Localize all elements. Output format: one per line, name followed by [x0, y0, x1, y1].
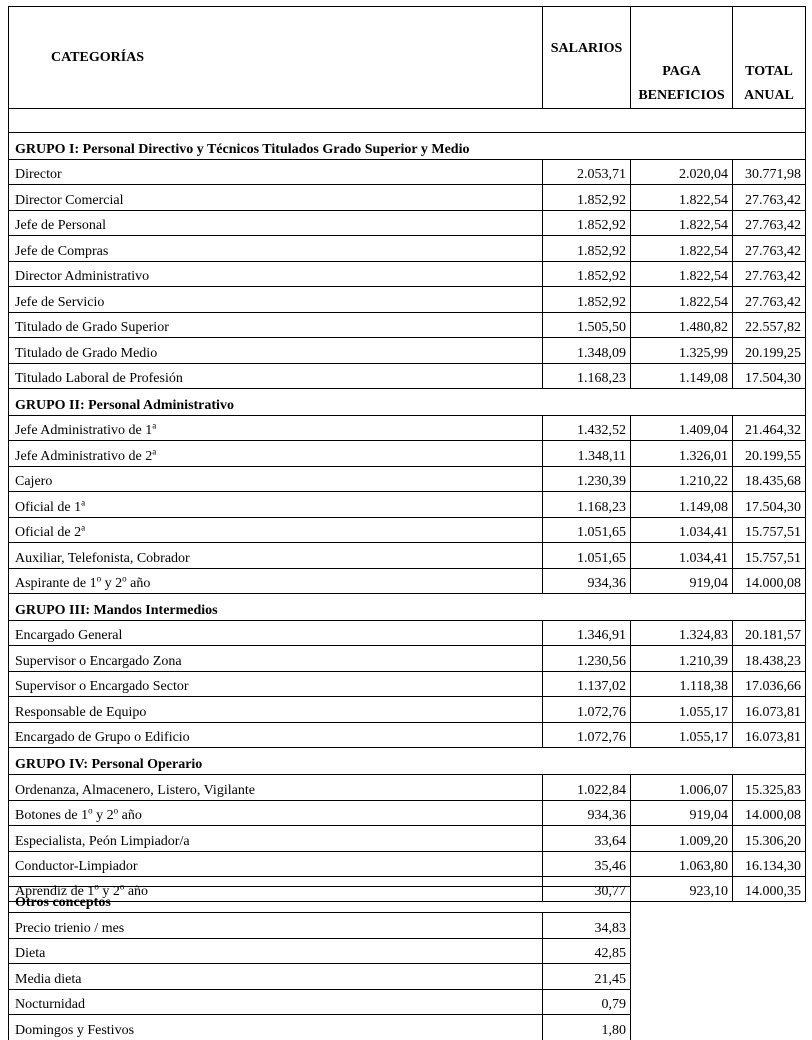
category-cell: Encargado General [9, 621, 543, 646]
paga-beneficios-cell: 1.822,54 [631, 185, 733, 210]
table-row [9, 312, 806, 337]
table-row [9, 236, 806, 261]
table-row [9, 826, 806, 851]
table-row [9, 466, 806, 491]
category-cell: Oficial de 1$^a$ [9, 492, 543, 517]
ordinal-indicator: a [81, 497, 86, 508]
paga-beneficios-cell: 1.006,07 [631, 775, 733, 800]
category-cell: Oficial de 2$^a$ [9, 517, 543, 542]
table-row [9, 441, 806, 466]
concept-name-cell: Precio trienio / mes [9, 913, 543, 939]
total-anual-cell: 15.325,83 [733, 775, 806, 800]
total-anual-cell: 20.181,57 [733, 621, 806, 646]
table-header-row [9, 7, 806, 109]
category-cell: Titulado de Grado Superior [9, 312, 543, 337]
concept-value-cell: 1,80 [543, 1015, 631, 1040]
salarios-cell: 2.053,71 [543, 160, 631, 185]
header-salarios: SALARIOS [543, 7, 631, 109]
table-row [9, 287, 806, 312]
salarios-cell: 1.022,84 [543, 775, 631, 800]
paga-beneficios-cell: 1.055,17 [631, 722, 733, 747]
total-anual-cell: 16.073,81 [733, 722, 806, 747]
blank-cell [9, 109, 806, 133]
salarios-cell: 1.051,65 [543, 517, 631, 542]
header-paga-beneficios [631, 7, 733, 109]
concept-name-cell: Nocturnidad [9, 989, 543, 1015]
header-paga-line1: PAGA [662, 64, 701, 79]
paga-beneficios-cell: 2.020,04 [631, 160, 733, 185]
ordinal-indicator: a [152, 446, 157, 457]
paga-beneficios-cell: 1.822,54 [631, 210, 733, 235]
paga-beneficios-cell: 1.034,41 [631, 517, 733, 542]
header-paga-line2: BENEFICIOS [638, 88, 725, 103]
total-anual-cell: 16.134,30 [733, 851, 806, 876]
group-title: GRUPO I: Personal Directivo y Técnicos Titulados Grado Superior y Medio [9, 133, 806, 160]
total-anual-cell: 20.199,55 [733, 441, 806, 466]
salarios-cell: 934,36 [543, 568, 631, 593]
category-cell: Director [9, 160, 543, 185]
paga-beneficios-cell: 1.034,41 [631, 543, 733, 568]
table-row [9, 492, 806, 517]
total-anual-cell: 16.073,81 [733, 697, 806, 722]
salary-table [8, 6, 806, 902]
table-row [9, 261, 806, 286]
table-row [9, 210, 806, 235]
ordinal-indicator: a [81, 522, 86, 533]
other-concept-row [9, 964, 631, 990]
concept-value-cell: 42,85 [543, 938, 631, 964]
blank-row [9, 109, 806, 133]
paga-beneficios-cell: 1.822,54 [631, 287, 733, 312]
category-cell: Titulado de Grado Medio [9, 338, 543, 363]
salarios-cell: 1.852,92 [543, 236, 631, 261]
table-row [9, 697, 806, 722]
salarios-cell: 934,36 [543, 800, 631, 825]
total-anual-cell: 27.763,42 [733, 185, 806, 210]
salarios-cell: 35,46 [543, 851, 631, 876]
other-concepts-title: Otros conceptos [9, 887, 631, 913]
ordinal-indicator: o [96, 573, 102, 584]
group-header-row [9, 748, 806, 775]
paga-beneficios-cell: 1.324,83 [631, 621, 733, 646]
total-anual-cell: 14.000,08 [733, 800, 806, 825]
total-anual-cell: 18.435,68 [733, 466, 806, 491]
salarios-cell: 1.432,52 [543, 415, 631, 440]
total-anual-cell: 15.757,51 [733, 543, 806, 568]
total-anual-cell: 20.199,25 [733, 338, 806, 363]
category-cell: Director Administrativo [9, 261, 543, 286]
header-total-line2: ANUAL [744, 88, 794, 103]
paga-beneficios-cell: 1.149,08 [631, 492, 733, 517]
salarios-cell: 1.346,91 [543, 621, 631, 646]
paga-beneficios-cell: 1.822,54 [631, 261, 733, 286]
group-header-row [9, 594, 806, 621]
category-cell: Titulado Laboral de Profesión [9, 363, 543, 388]
salarios-cell: 1.230,56 [543, 646, 631, 671]
paga-beneficios-cell: 1.326,01 [631, 441, 733, 466]
category-cell: Supervisor o Encargado Zona [9, 646, 543, 671]
category-cell: Aspirante de 1$^o$ y 2$^o$ año [9, 568, 543, 593]
salarios-cell: 1.230,39 [543, 466, 631, 491]
category-cell: Jefe Administrativo de 2$^a$ [9, 441, 543, 466]
group-title: GRUPO III: Mandos Intermedios [9, 594, 806, 621]
salarios-cell: 1.072,76 [543, 697, 631, 722]
category-cell: Especialista, Peón Limpiador/a [9, 826, 543, 851]
salarios-cell: 1.505,50 [543, 312, 631, 337]
table-row [9, 621, 806, 646]
table-row [9, 415, 806, 440]
salarios-cell: 1.137,02 [543, 671, 631, 696]
total-anual-cell: 14.000,08 [733, 568, 806, 593]
ordinal-indicator: o [122, 573, 127, 584]
total-anual-cell: 21.464,32 [733, 415, 806, 440]
total-anual-cell: 17.504,30 [733, 492, 806, 517]
table-row [9, 851, 806, 876]
table-row [9, 363, 806, 388]
category-cell: Responsable de Equipo [9, 697, 543, 722]
paga-beneficios-cell: 1.210,22 [631, 466, 733, 491]
category-cell: Supervisor o Encargado Sector [9, 671, 543, 696]
salarios-cell: 1.852,92 [543, 261, 631, 286]
table-row [9, 517, 806, 542]
table-row [9, 671, 806, 696]
total-anual-cell: 17.036,66 [733, 671, 806, 696]
header-total-line1: TOTAL [745, 64, 793, 79]
group-title: GRUPO II: Personal Administrativo [9, 388, 806, 415]
salarios-cell: 1.852,92 [543, 210, 631, 235]
paga-beneficios-cell: 1.210,39 [631, 646, 733, 671]
salarios-cell: 1.852,92 [543, 287, 631, 312]
category-cell: Jefe de Compras [9, 236, 543, 261]
category-cell: Auxiliar, Telefonista, Cobrador [9, 543, 543, 568]
paga-beneficios-cell: 1.009,20 [631, 826, 733, 851]
category-cell: Jefe Administrativo de 1$^a$ [9, 415, 543, 440]
paga-beneficios-cell: 1.118,38 [631, 671, 733, 696]
total-anual-cell: 27.763,42 [733, 210, 806, 235]
category-cell: Cajero [9, 466, 543, 491]
category-cell: Ordenanza, Almacenero, Listero, Vigilante [9, 775, 543, 800]
total-anual-cell: 30.771,98 [733, 160, 806, 185]
other-concept-row [9, 989, 631, 1015]
table-row [9, 722, 806, 747]
salarios-cell: 30,77 [543, 876, 631, 901]
table-row [9, 338, 806, 363]
salarios-cell: 1.348,09 [543, 338, 631, 363]
table-row [9, 800, 806, 825]
table-row [9, 775, 806, 800]
concept-name-cell: Dieta [9, 938, 543, 964]
ordinal-indicator: a [152, 420, 157, 431]
salarios-cell: 1.348,11 [543, 441, 631, 466]
paga-beneficios-cell: 1.409,04 [631, 415, 733, 440]
ordinal-indicator: o [94, 881, 99, 892]
total-anual-cell: 18.438,23 [733, 646, 806, 671]
salarios-cell: 33,64 [543, 826, 631, 851]
salarios-cell: 1.051,65 [543, 543, 631, 568]
group-header-row [9, 133, 806, 160]
category-cell: Director Comercial [9, 185, 543, 210]
group-title: GRUPO IV: Personal Operario [9, 748, 806, 775]
paga-beneficios-cell: 1.055,17 [631, 697, 733, 722]
total-anual-cell: 15.306,20 [733, 826, 806, 851]
table-row [9, 646, 806, 671]
concept-name-cell: Domingos y Festivos [9, 1015, 543, 1040]
salarios-cell: 1.168,23 [543, 492, 631, 517]
header-categorias: CATEGORÍAS [9, 7, 543, 109]
other-concept-row [9, 938, 631, 964]
total-anual-cell: 27.763,42 [733, 261, 806, 286]
ordinal-indicator: o [113, 805, 119, 816]
ordinal-indicator: o [119, 881, 125, 892]
concept-value-cell: 34,83 [543, 913, 631, 939]
table-row [9, 160, 806, 185]
category-cell: Jefe de Servicio [9, 287, 543, 312]
table-row [9, 543, 806, 568]
category-cell: Conductor-Limpiador [9, 851, 543, 876]
salarios-cell: 1.168,23 [543, 363, 631, 388]
paga-beneficios-cell: 1.149,08 [631, 363, 733, 388]
paga-beneficios-cell: 923,10 [631, 876, 733, 901]
total-anual-cell: 27.763,42 [733, 236, 806, 261]
salarios-cell: 1.072,76 [543, 722, 631, 747]
total-anual-cell: 15.757,51 [733, 517, 806, 542]
other-concept-row [9, 1015, 631, 1040]
paga-beneficios-cell: 919,04 [631, 568, 733, 593]
concept-value-cell: 0,79 [543, 989, 631, 1015]
total-anual-cell: 14.000,35 [733, 876, 806, 901]
paga-beneficios-cell: 919,04 [631, 800, 733, 825]
ordinal-indicator: o [88, 805, 93, 816]
concept-value-cell: 21,45 [543, 964, 631, 990]
other-concept-row [9, 913, 631, 939]
total-anual-cell: 22.557,82 [733, 312, 806, 337]
paga-beneficios-cell: 1.822,54 [631, 236, 733, 261]
table-row [9, 568, 806, 593]
table-row [9, 185, 806, 210]
paga-beneficios-cell: 1.325,99 [631, 338, 733, 363]
paga-beneficios-cell: 1.063,80 [631, 851, 733, 876]
total-anual-cell: 27.763,42 [733, 287, 806, 312]
category-cell: Jefe de Personal [9, 210, 543, 235]
paga-beneficios-cell: 1.480,82 [631, 312, 733, 337]
total-anual-cell: 17.504,30 [733, 363, 806, 388]
other-concepts-header-row [9, 887, 631, 913]
salarios-cell: 1.852,92 [543, 185, 631, 210]
header-total-anual [733, 7, 806, 109]
category-cell: Encargado de Grupo o Edificio [9, 722, 543, 747]
concept-name-cell: Media dieta [9, 964, 543, 990]
category-cell: Aprendiz de 1$^o$ y 2$^o$ año [9, 876, 543, 901]
group-header-row [9, 388, 806, 415]
category-cell: Botones de 1$^o$ y 2$^o$ año [9, 800, 543, 825]
other-concepts-table [8, 886, 631, 1040]
